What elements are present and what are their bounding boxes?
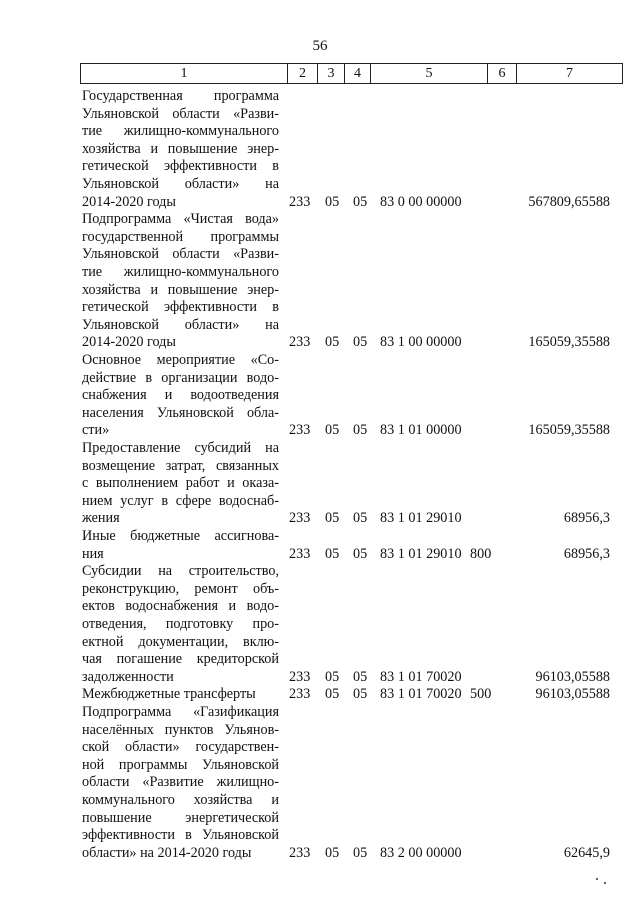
description-line: населённых пунктов Ульянов- [82, 721, 279, 738]
row-description [82, 211, 279, 352]
section-cell: 05 [325, 545, 340, 562]
amount-cell: 62645,9 [563, 844, 610, 861]
table-row [0, 563, 640, 686]
table-row [0, 88, 640, 211]
row-description [82, 440, 279, 528]
description-line: Предоставление субсидий на [82, 440, 279, 456]
description-line: государственной программы [82, 228, 279, 245]
description-line: гетической эффективности в [82, 158, 279, 175]
description-line: Субсидии на строительство, [82, 563, 279, 580]
scan-speck [596, 878, 598, 880]
subsection-cell: 05 [353, 422, 368, 439]
description-line: коммунального хозяйства и [82, 791, 279, 808]
admin-code-cell: 233 [289, 686, 311, 703]
admin-code-cell: 233 [289, 545, 311, 562]
column-header-5: 5 [371, 64, 488, 84]
amount-cell: 68956,3 [563, 510, 610, 527]
subsection-cell: 05 [353, 510, 368, 527]
target-article-cell: 83 2 00 00000 [380, 844, 462, 861]
section-cell: 05 [325, 193, 340, 210]
amount-cell: 96103,05588 [535, 686, 610, 703]
description-line: гетической эффективности в [82, 299, 279, 316]
admin-code-cell: 233 [289, 422, 311, 439]
column-header-4: 4 [345, 64, 371, 84]
admin-code-cell: 233 [289, 668, 311, 685]
description-line: возмещение затрат, связанных [82, 457, 279, 474]
subsection-cell: 05 [353, 193, 368, 210]
description-line: Подпрограмма «Газификация [82, 704, 279, 720]
section-cell: 05 [325, 510, 340, 527]
description-line: ектов водоснабжения и водо- [82, 598, 279, 615]
admin-code-cell: 233 [289, 193, 311, 210]
table-row [0, 704, 640, 862]
amount-cell: 165059,35588 [528, 422, 610, 439]
amount-cell: 96103,05588 [535, 668, 610, 685]
column-header-7: 7 [517, 64, 623, 84]
table-row [0, 686, 640, 704]
table-row [0, 440, 640, 528]
description-line: снабжения и водоотведения [82, 387, 279, 404]
column-header-row [80, 63, 623, 84]
description-line: реконструкцию, ремонт объ- [82, 580, 279, 597]
admin-code-cell: 233 [289, 510, 311, 527]
description-line: области «Развитие жилищно- [82, 774, 279, 791]
table-row [0, 528, 640, 563]
subsection-cell: 05 [353, 334, 368, 351]
description-line: Ульяновской области «Разви- [82, 105, 279, 122]
description-line: 2014-2020 годы [82, 334, 176, 351]
description-line: ной программы Ульяновской [82, 756, 279, 773]
description-line: жения [82, 510, 120, 527]
row-description [82, 704, 279, 862]
description-line: хозяйства и повышение энер- [82, 281, 279, 298]
table-row [0, 211, 640, 352]
description-line: тие жилищно-коммунального [82, 123, 279, 140]
description-line: Ульяновской области» на [82, 175, 279, 192]
description-line: хозяйства и повышение энер- [82, 140, 279, 157]
section-cell: 05 [325, 844, 340, 861]
section-cell: 05 [325, 334, 340, 351]
description-line: Иные бюджетные ассигнова- [82, 528, 279, 544]
description-line: ектной документации, вклю- [82, 633, 279, 650]
page-number: 56 [312, 38, 328, 54]
description-line: ской области» государствен- [82, 739, 279, 756]
target-article-cell: 83 1 01 29010 [380, 545, 462, 562]
target-article-cell: 83 0 00 00000 [380, 193, 462, 210]
description-line: эффективности в Ульяновской [82, 827, 279, 844]
section-cell: 05 [325, 668, 340, 685]
column-header-1: 1 [81, 64, 288, 84]
amount-cell: 165059,35588 [528, 334, 610, 351]
description-line: действие в организации водо- [82, 369, 279, 386]
subsection-cell: 05 [353, 686, 368, 703]
expense-type-cell: 500 [470, 686, 492, 703]
description-line: сти» [82, 422, 110, 439]
description-line: задолженности [82, 668, 174, 685]
scan-speck [604, 882, 606, 884]
column-header-6: 6 [488, 64, 517, 84]
description-line: Межбюджетные трансферты [82, 686, 256, 703]
description-line: нием услуг в сфере водоснаб- [82, 492, 279, 509]
target-article-cell: 83 1 01 29010 [380, 510, 462, 527]
row-description [82, 686, 279, 704]
description-line: Государственная программа [82, 88, 279, 104]
target-article-cell: 83 1 01 00000 [380, 422, 462, 439]
target-article-cell: 83 1 01 70020 [380, 668, 462, 685]
section-cell: 05 [325, 686, 340, 703]
description-line: повышение энергетической [82, 809, 279, 826]
target-article-cell: 83 1 00 00000 [380, 334, 462, 351]
section-cell: 05 [325, 422, 340, 439]
description-line: Ульяновской области» на [82, 316, 279, 333]
description-line: 2014-2020 годы [82, 193, 176, 210]
description-line: чая погашение кредиторской [82, 651, 279, 668]
description-line: Подпрограмма «Чистая вода» [82, 211, 279, 228]
admin-code-cell: 233 [289, 844, 311, 861]
subsection-cell: 05 [353, 668, 368, 685]
column-header-3: 3 [318, 64, 345, 84]
amount-cell: 68956,3 [563, 545, 610, 562]
subsection-cell: 05 [353, 844, 368, 861]
description-line: населения Ульяновской обла- [82, 404, 279, 421]
description-line: тие жилищно-коммунального [82, 263, 279, 280]
description-line: ния [82, 545, 104, 562]
column-header-2: 2 [288, 64, 318, 84]
description-line: Основное мероприятие «Со- [82, 352, 279, 368]
description-line: отведения, подготовку про- [82, 615, 279, 632]
row-description [82, 563, 279, 686]
subsection-cell: 05 [353, 545, 368, 562]
table-row [0, 352, 640, 440]
expense-type-cell: 800 [470, 545, 492, 562]
amount-cell: 567809,65588 [528, 193, 610, 210]
description-line: с выполнением работ и оказа- [82, 475, 279, 492]
description-line: области» на 2014-2020 годы [82, 844, 252, 861]
row-description [82, 528, 279, 563]
target-article-cell: 83 1 01 70020 [380, 686, 462, 703]
description-line: Ульяновской области «Разви- [82, 246, 279, 263]
admin-code-cell: 233 [289, 334, 311, 351]
row-description [82, 352, 279, 440]
row-description [82, 88, 279, 211]
